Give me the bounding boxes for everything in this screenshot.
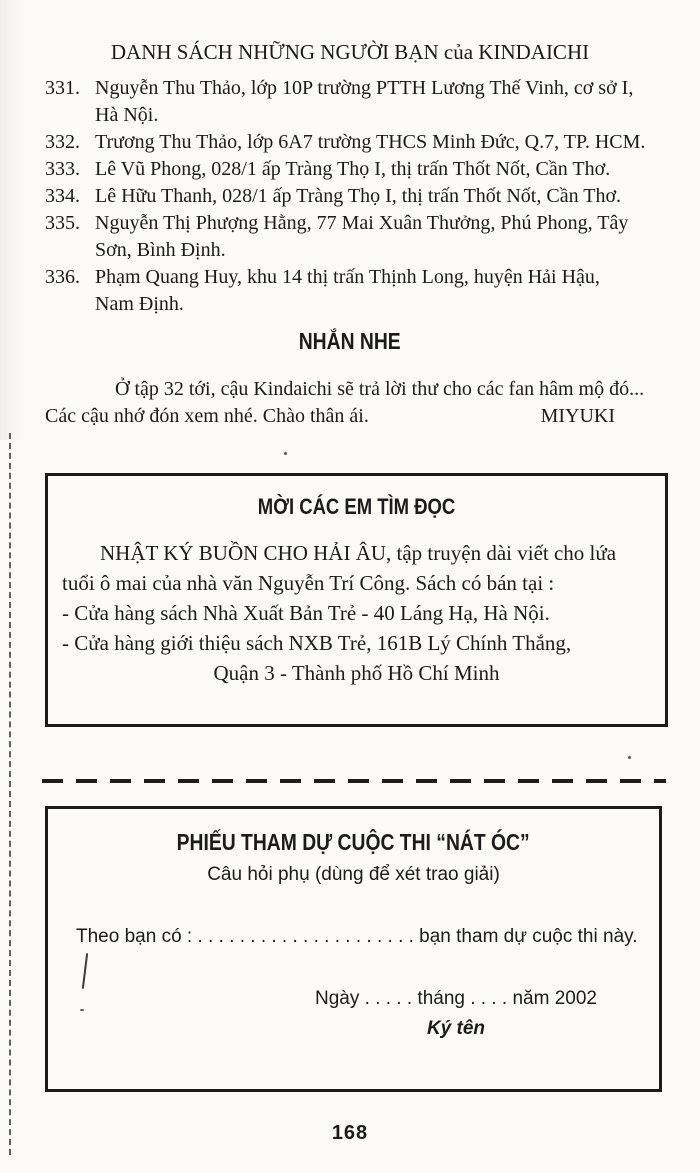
list-item-number: 331.: [45, 77, 80, 99]
list-item: [45, 156, 680, 183]
list-item-number: 334.: [45, 185, 80, 207]
list-item-text: Trương Thu Thảo, lớp 6A7 trường THCS Minh Đức, Q.7, TP. HCM.: [95, 131, 646, 153]
scan-speck: [80, 1009, 84, 1011]
list-item-text: Hà Nội.: [95, 104, 159, 126]
form-subheading: Câu hỏi phụ (dùng để xét trao giải): [207, 864, 500, 885]
scan-edge-shade: [0, 0, 26, 440]
dashed-cut-line: [42, 779, 666, 783]
form-date-sign-block: [306, 986, 606, 1042]
list-item: [45, 129, 680, 156]
friend-list: [45, 75, 680, 318]
note-line-2-text: Các cậu nhớ đón xem nhé. Chào thân ái.: [45, 405, 369, 427]
form-date-line: Ngày . . . . . tháng . . . . năm 2002: [315, 988, 597, 1009]
form-sign-label: Ký tên: [426, 1018, 486, 1039]
list-item-number: 332.: [45, 131, 80, 153]
note-heading: NHẮN NHE: [299, 328, 401, 354]
list-item-text: Phạm Quang Huy, khu 14 thị trấn Thịnh Long, huyện Hải Hậu,: [95, 266, 600, 288]
page-number: 168: [331, 1122, 369, 1144]
scan-speck: [628, 756, 631, 759]
list-item-text: Nam Định.: [95, 293, 184, 315]
list-item: [45, 210, 680, 264]
form-heading: PHIẾU THAM DỰ CUỘC THI “NÁT ÓC”: [176, 829, 531, 855]
note-line-2: [45, 403, 675, 430]
note-paragraph: [45, 376, 675, 430]
list-item-text: Lê Vũ Phong, 028/1 ấp Tràng Thọ I, thị trấn Thốt Nốt, Cần Thơ.: [95, 158, 611, 180]
list-item-number: 336.: [45, 266, 80, 288]
list-item-number: 335.: [45, 212, 80, 234]
list-item: [45, 183, 680, 210]
list-item: [45, 75, 680, 129]
friend-list-title: DANH SÁCH NHỮNG NGƯỜI BẠN của KINDAICHI: [110, 40, 590, 64]
promo-paragraph-line-2: tuổi ô mai của nhà văn Nguyễn Trí Công. Sách có bán tại :: [62, 571, 555, 595]
promo-box: [45, 473, 668, 727]
form-question-line: Theo bạn có : . . . . . . . . . . . . . . . . . . . . . bạn tham dự cuộc thi này.: [76, 926, 638, 947]
promo-paragraph-line-1: NHẬT KÝ BUỒN CHO HẢI ÂU, tập truyện dài viết cho lứa: [100, 541, 617, 565]
list-item-text: Sơn, Bình Định.: [95, 239, 226, 261]
promo-heading: MỜI CÁC EM TÌM ĐỌC: [257, 494, 456, 519]
list-item-text: Nguyễn Thị Phượng Hằng, 77 Mai Xuân Thưởng, Phú Phong, Tây: [95, 212, 629, 234]
list-item-text: Lê Hữu Thanh, 028/1 ấp Tràng Thọ I, thị trấn Thốt Nốt, Cần Thơ.: [95, 185, 622, 207]
promo-store-2-line-1: - Cửa hàng giới thiệu sách NXB Trẻ, 161B Lý Chính Thắng,: [62, 631, 572, 655]
list-item-number: 333.: [45, 158, 80, 180]
contest-entry-form-box: [45, 806, 662, 1092]
scan-edge-line: [9, 433, 11, 1155]
list-item: [45, 264, 680, 318]
note-line-1: Ở tập 32 tới, cậu Kindaichi sẽ trả lời thư cho các fan hâm mộ đó...: [115, 378, 645, 400]
list-item-text: Nguyễn Thu Thảo, lớp 10P trường PTTH Lương Thế Vinh, cơ sở I,: [95, 77, 634, 99]
scan-speck: [284, 452, 287, 455]
miyuki-signature: MIYUKI: [540, 405, 615, 427]
promo-store-1: - Cửa hàng sách Nhà Xuất Bản Trẻ - 40 Láng Hạ, Hà Nội.: [62, 601, 550, 625]
promo-store-2-line-2: Quận 3 - Thành phố Hồ Chí Minh: [213, 661, 500, 685]
